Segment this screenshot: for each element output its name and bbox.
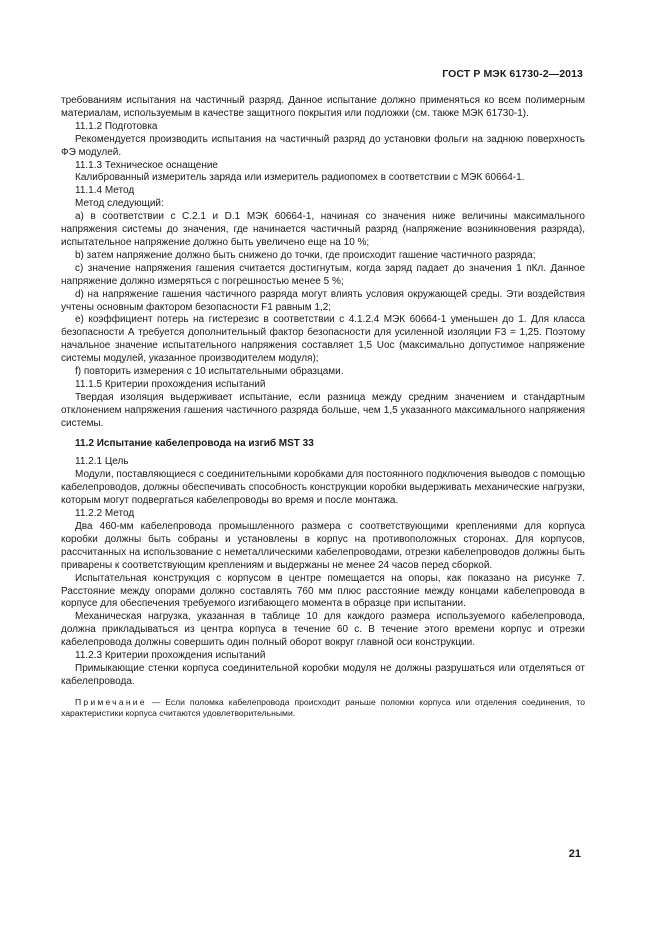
paragraph: 11.1.2 Подготовка: [75, 120, 158, 132]
paragraph: b) затем напряжение должно быть снижено до точки, где происходит гашение частичного разряда;: [75, 249, 536, 261]
paragraph: Испытательная конструкция с корпусом в центре помещается на опоры, как показано на рисунке 7. Расстояние между опорами должно составлять 760 мм плюс расстояние между концами кабелепровода в корпусе для обеспечения требуемого изгибающего момента в образце при испытании.: [61, 572, 585, 610]
paragraph: 11.2.2 Метод: [75, 508, 135, 520]
paragraph: требованиям испытания на частичный разряд. Данное испытание должно применяться ко всем полимерным материалам, используемым в качестве защитного покрытия или подложки (см. также МЭК 61730-1).: [61, 95, 585, 119]
section-heading-11-2: 11.2 Испытание кабелепровода на изгиб MST 33: [75, 437, 314, 449]
paragraph: 11.1.5 Критерии прохождения испытаний: [75, 378, 266, 390]
paragraph: e) коэффициент потерь на гистерезис в соответствии с 4.1.2.4 МЭК 60664-1 уменьшен до 1. Для класса безопасности А требуется дополнительный фактор безопасности для усиленной изоляции F3 = 1,25. Поэтому начальное значение испытательного напряжения составляет 1,5 Uoc (максимально допустимое напряжение системы модулей, указанное производителем модуля);: [61, 314, 585, 365]
paragraph: f) повторить измерения с 10 испытательными образцами.: [75, 366, 344, 378]
paragraph: Метод следующий:: [75, 198, 164, 210]
body-text: [61, 95, 585, 719]
paragraph: Твердая изоляция выдерживает испытание, если разница между средним значением и стандартным отклонением напряжения гашения частичного разряда больше, чем 1,5 указанного максимального напряжения системы.: [61, 391, 585, 429]
paragraph: c) значение напряжения гашения считается достигнутым, когда заряд падает до значения 1 пКл. Данное напряжение должно измеряться с погрешностью менее 5 %;: [61, 262, 585, 287]
document-number-header: ГОСТ Р МЭК 61730-2—2013: [442, 68, 583, 80]
paragraph: a) в соответствии с С.2.1 и D.1 МЭК 60664-1, начиная со значения ниже величины максимального напряжения системы до значения, где начинается частичный разряд (напряжение возникновения разряда), испытательное напряжение должно быть увеличено еще на 10 %;: [61, 211, 585, 248]
paragraph: Модули, поставляющиеся с соединительными коробками для постоянного подключения выводов с помощью кабелепроводов, должны обеспечивать способность конструкции коробки выдерживать механические нагрузки, которым могут подвергаться кабелепроводы во время и после монтажа.: [61, 469, 585, 507]
section-11-2-text: [61, 456, 585, 688]
paragraph: Два 460-мм кабелепровода промышленного размера с соответствующими креплениями для корпуса коробки должны быть собраны и установлены в корпус на противоположных сторонах. Для корпусов, рассчитанных на использование с неметаллическими кабелепроводами, отрезки кабелепроводов должны быть приварены к соответствующим креплениям и выдержаны не менее 24 часов перед сборкой.: [61, 521, 585, 571]
paragraph: 11.2.3 Критерии прохождения испытаний: [75, 650, 266, 662]
paragraph: Механическая нагрузка, указанная в таблице 10 для каждого размера используемого кабелепровода, должна прикладываться из центра корпуса в течение 60 с. В течение этого времени корпус и отрезки кабелепровода должны совершить один полный оборот вокруг главной оси конструкции.: [61, 611, 585, 649]
section-11-1-text: [61, 95, 585, 431]
note-label: Примечание: [75, 696, 147, 707]
note-paragraph: [61, 697, 585, 719]
paragraph: Примыкающие стенки корпуса соединительной коробки модуля не должны разрушаться или отделяться от кабелепровода.: [61, 662, 585, 687]
note-text: — Если поломка кабелепровода происходит раньше поломки корпуса или отделения соединения, то характеристики корпуса считаются удовлетворительными.: [61, 696, 585, 718]
paragraph: Рекомендуется производить испытания на частичный разряд до установки фольги на заднюю поверхность ФЭ модулей.: [61, 133, 585, 158]
page-number: 21: [568, 848, 581, 860]
paragraph: d) на напряжение гашения частичного разряда могут влиять условия окружающей среды. Эти воздействия учтены основным фактором безопасности F1 равным 1,2;: [61, 288, 585, 313]
paragraph: 11.2.1 Цель: [75, 456, 129, 468]
paragraph: 11.1.4 Метод: [75, 185, 135, 197]
paragraph: Калиброванный измеритель заряда или измеритель радиопомех в соответствии с МЭК 60664-1.: [75, 172, 525, 184]
paragraph: 11.1.3 Техническое оснащение: [75, 159, 218, 171]
